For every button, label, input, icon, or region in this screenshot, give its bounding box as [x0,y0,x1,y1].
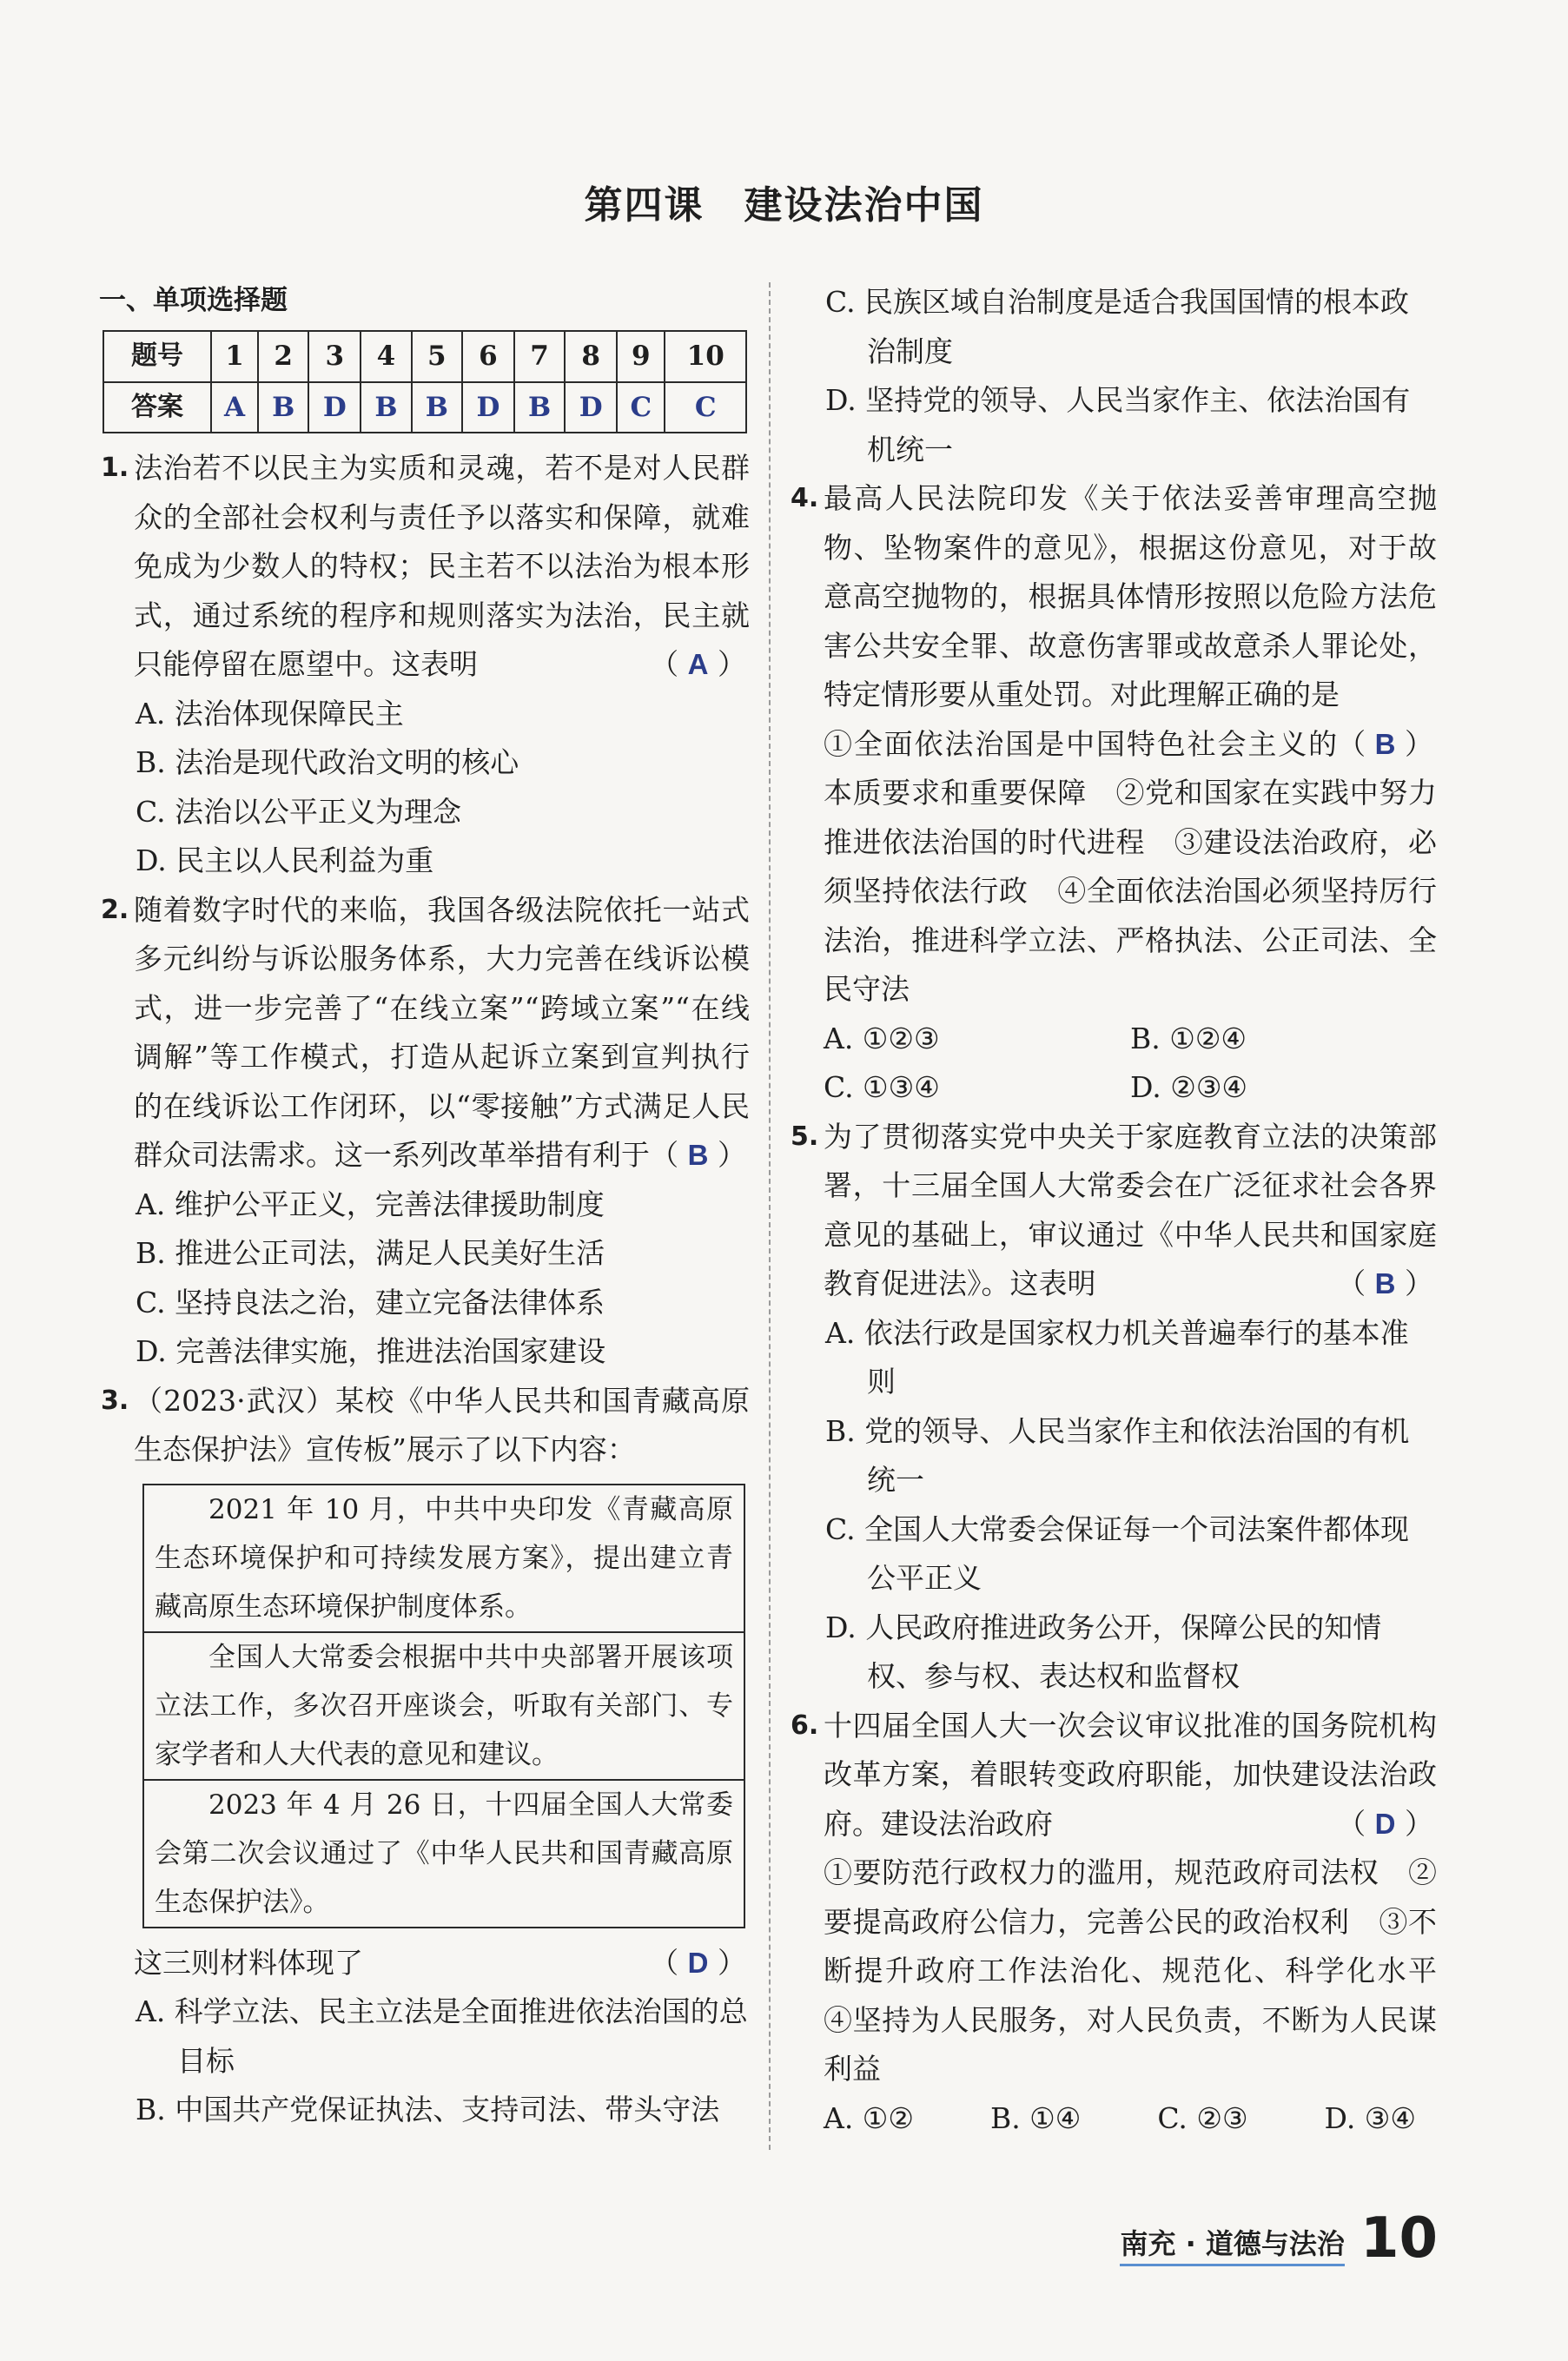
question-stem: 法治若不以民主为实质和灵魂，若不是对人民群众的全部社会权利与责任予以落实和保障，就难免成为少数人的特权；民主若不以法治为根本形式，通过系统的程序和规则落实为法治，民主就只能停留在愿望中。这表明 [134,451,750,681]
page-number: 10 [1360,2206,1438,2271]
question-number: 5. [791,1121,819,1152]
option: D. ③④ [1324,2100,1416,2135]
answer-table-answer: D [308,382,361,433]
statements: ①全面依法治国是中国特色社会主义的本质要求和重要保障 ②党和国家在实践中努力推进依法治国的时代进程 ③建设法治政府，必须坚持依法行政 ④全面依法治国必须坚持厉行法治，推进科学立法、严格执法、公正司法、全民守法 [824,726,1437,1006]
answer-table-answer: C [665,382,746,433]
answer-table-answer: B [258,382,308,433]
answer-table-answer: B [514,382,565,433]
answer-table-answer: D [462,382,514,433]
option: B. 推进公正司法，满足人民美好生活 [136,1236,605,1270]
material-cell: 2021 年 10 月，中共中央印发《青藏高原生态环境保护和可持续发展方案》，提出建立青藏高原生态环境保护制度体系。 [155,1493,733,1623]
option: D. ②③④ [1130,1070,1248,1104]
answer-table-number: 3 [308,331,361,382]
answer-bracket: （ D ） [650,1945,746,1980]
answer-table-answer: B [361,382,411,433]
question-4 [791,474,1437,761]
option: A. 依法行政是国家权力机关普遍奉行的基本准则 [825,1315,1409,1399]
option: D. 完善法律实施，推进法治国家建设 [136,1334,606,1368]
question-stem: 最高人民法院印发《关于依法妥善审理高空抛物、坠物案件的意见》，根据这份意见，对于故意高空抛物的，根据具体情形按照以危险方法危害公共安全罪、故意伤害罪或故意杀人罪论处，特定情形要从重处罚。对此理解正确的是 [824,481,1437,711]
answer-bracket: （ B ） [1337,726,1433,761]
option: D. 坚持党的领导、人民当家作主、依法治国有机统一 [825,383,1411,466]
question-3 [103,1377,750,1475]
option: C. 民族区域自治制度是适合我国国情的根本政治制度 [825,285,1410,368]
option: C. 法治以公平正义为理念 [136,794,462,829]
question-stem: 随着数字时代的来临，我国各级法院依托一站式多元纠纷与诉讼服务体系，大力完善在线诉讼模式，进一步完善了“在线立案”“跨域立案”“在线调解”等工作模式，打造从起诉立案到宣判执行的在线诉讼工作闭环，以“零接触”方式满足人民群众司法需求。这一系列改革举措有利于 [134,892,750,1172]
question-stem: （2023·武汉）某校《中华人民共和国青藏高原生态保护法》宣传板”展示了以下内容： [134,1383,750,1466]
question-6 [792,1702,1437,1849]
option: B. 法治是现代政治文明的核心 [136,745,519,779]
option: C. ①③④ [824,1070,940,1104]
option: D. 人民政府推进政务公开，保障公民的知情权、参与权、表达权和监督权 [825,1610,1382,1693]
question-follow: 这三则材料体现了 [134,1945,363,1980]
answer-letter: B [1374,727,1396,760]
answer-table-number: 5 [412,331,462,382]
answer-table-number: 4 [361,331,411,382]
option: A. ①②③ [824,1021,940,1055]
option: B. 中国共产党保证执法、支持司法、带头守法 [136,2093,720,2126]
right-column [791,278,1465,2143]
option: D. 民主以人民利益为重 [136,843,434,877]
answer-bracket: （ B ） [650,1138,746,1172]
question-2 [103,886,750,1180]
question-1 [103,444,750,690]
material-cell: 全国人大常委会根据中共中央部署开展该项立法工作，多次召开座谈会，听取有关部门、专家学者和人大代表的意见和建议。 [144,1631,744,1779]
question-number: 6. [791,1710,819,1741]
answer-table-label: 题号 [103,331,211,382]
option: A. 法治体现保障民主 [136,696,404,731]
option: A. ①② [824,2100,914,2135]
answer-bracket: （ A ） [650,647,746,681]
option: C. ②③ [1157,2100,1248,2135]
question-stem: 十四届全国人大一次会议审议批准的国务院机构改革方案，着眼转变政府职能，加快建设法治政府。建设法治政府 [824,1708,1437,1841]
option: B. ①④ [989,2100,1082,2135]
answer-letter: D [687,1946,709,1979]
option: B. 党的领导、人民当家作主和依法治国的有机统一 [825,1413,1410,1497]
answer-table-answer: A [211,382,258,433]
answer-letter: A [687,648,709,680]
column-divider [769,282,771,2150]
answer-table-answer: B [412,382,462,433]
footer-label: 南充 · 道德与法治 [1120,2222,1344,2266]
section-heading: 一、单项选择题 [99,285,288,316]
answer-table [103,330,747,433]
left-column [99,278,750,2135]
answer-table-number: 8 [565,331,617,382]
answer-table-number: 1 [211,331,258,382]
answer-table-number: 9 [617,331,665,382]
question-5 [792,1113,1437,1309]
question-stem: 为了贯彻落实党中央关于家庭教育立法的决策部署，十三届全国人大常委会在广泛征求社会各界意见的基础上，审议通过《中华人民共和国家庭教育促进法》。这表明 [824,1119,1437,1300]
page-footer [1120,2206,1438,2271]
answer-table-answer: D [565,382,617,433]
answer-table-number: 10 [665,331,746,382]
answer-table-answer-row [103,382,746,433]
option: A. 科学立法、民主立法是全面推进依法治国的总目标 [136,1994,748,2078]
answer-table-number: 6 [462,331,514,382]
page-title: 第四课 建设法治中国 [584,183,984,228]
question-follow-line [103,1939,750,1988]
material-box [142,1484,745,1928]
answer-table-answer: C [617,382,665,433]
answer-bracket: （ D ） [1337,1806,1433,1841]
answer-letter: B [1374,1267,1396,1300]
question-number: 4. [791,483,819,513]
answer-table-number-row [103,331,746,382]
question-number: 2. [101,894,129,925]
question-number: 3. [101,1385,129,1416]
option: B. ①②④ [1130,1021,1247,1055]
answer-letter: D [1374,1807,1396,1840]
option-row [792,2094,1437,2144]
option: C. 全国人大常委会保证每一个司法案件都体现公平正义 [825,1511,1410,1595]
material-cell: 2023 年 4 月 26 日，十四届全国人大常委会第二次会议通过了《中华人民共和国青藏高原生态保护法》。 [144,1779,744,1927]
answer-table-label: 答案 [103,382,211,433]
option-grid [792,1015,1437,1113]
answer-letter: B [687,1139,709,1171]
answer-bracket: （ B ） [1337,1266,1433,1300]
answer-table-number: 2 [258,331,308,382]
option: A. 维护公平正义，完善法律援助制度 [136,1187,605,1221]
answer-table-number: 7 [514,331,565,382]
statements: ①要防范行政权力的滥用，规范政府司法权 ②要提高政府公信力，完善公民的政治权利 ③不断提升政府工作法治化、规范化、科学化水平 ④坚持为人民服务，对人民负责，不断为人民谋利益 [824,1855,1465,2086]
question-number: 1. [101,453,129,483]
option: C. 坚持良法之治，建立完备法律体系 [136,1285,605,1319]
